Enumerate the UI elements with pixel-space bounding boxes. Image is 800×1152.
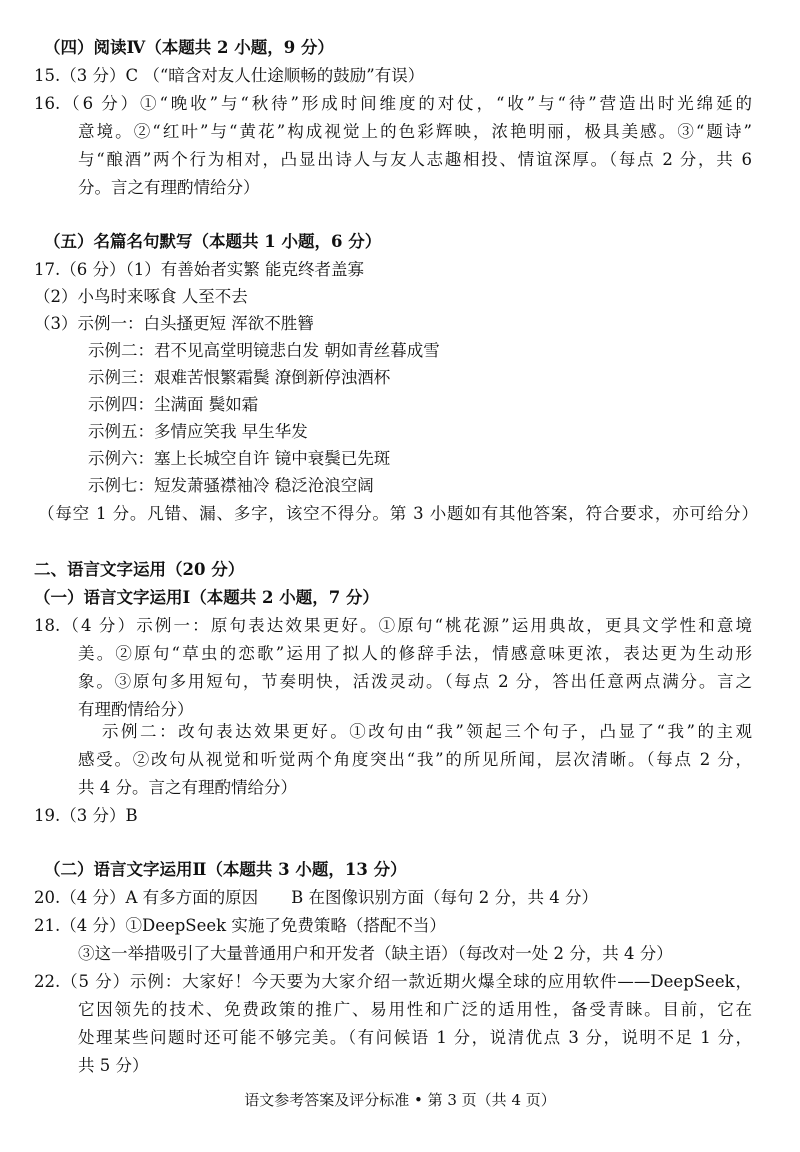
answer-22-line-2: 它因领先的技术、免费政策的推广、易用性和广泛的适用性，备受青睐。目前，它在 (78, 1000, 752, 1019)
section-4-heading: （四）阅读Ⅳ（本题共 2 小题，9 分） (44, 38, 334, 57)
answer-18-example-2-line-1: 示例二：改句表达效果更好。①改句由“我”领起三个句子，凸显了“我”的主观 (102, 722, 752, 741)
answer-17-part-3: （3）示例一：白头搔更短 浑欲不胜簪 (34, 314, 314, 333)
example-6: 示例六：塞上长城空自许 镜中衰鬓已先斑 (88, 449, 391, 468)
answer-21-line-2: ③这一举措吸引了大量普通用户和开发者（缺主语）（每改对一处 2 分，共 4 分） (78, 944, 673, 963)
answer-15: 15.（3 分）C （“暗含对友人仕途顺畅的鼓励”有误） (34, 66, 425, 85)
answer-20: 20.（4 分）A 有多方面的原因 B 在图像识别方面（每句 2 分，共 4 分） (34, 888, 598, 907)
scoring-note-17: （每空 1 分。凡错、漏、多字，该空不得分。第 3 小题如有其他答案，符合要求，亦可给分） (38, 504, 758, 523)
answer-16-line-3: 与“酿酒”两个行为相对，凸显出诗人与友人志趣相投、情谊深厚。（每点 2 分，共 6 (78, 150, 752, 169)
answer-18-line-4: 有理酌情给分） (78, 700, 194, 719)
answer-18-line-3: 象。③原句多用短句，节奏明快，活泼灵动。（每点 2 分，答出任意两点满分。言之 (78, 672, 752, 691)
answer-16-line-2: 意境。②“红叶”与“黄花”构成视觉上的色彩辉映，浓艳明丽，极具美感。③“题诗” (78, 122, 752, 141)
answer-18-line-1: 18.（4 分）示例一：原句表达效果更好。①原句“桃花源”运用典故，更具文学性和意境 (34, 616, 752, 635)
answer-18-example-2-line-2: 感受。②改句从视觉和听觉两个角度突出“我”的所见所闻，层次清晰。（每点 2 分， (78, 750, 752, 769)
answer-18-line-2: 美。②原句“草虫的恋歌”运用了拟人的修辞手法，情感意味更浓，表达更为生动形 (78, 644, 752, 663)
page-footer: 语文参考答案及评分标准 • 第 3 页（共 4 页） (244, 1091, 556, 1109)
example-3: 示例三：艰难苦恨繁霜鬓 潦倒新停浊酒杯 (88, 368, 391, 387)
part-2-heading: 二、语言文字运用（20 分） (34, 560, 245, 579)
answer-22-line-4: 共 5 分） (78, 1056, 149, 1075)
answer-17-part-2: （2）小鸟时来啄食 人至不去 (34, 287, 248, 306)
answer-22-line-1: 22.（5 分）示例：大家好！今天要为大家介绍一款近期火爆全球的应用软件——DeepSeek， (34, 972, 752, 991)
subsection-2-heading: （二）语言文字运用Ⅱ（本题共 3 小题，13 分） (44, 860, 407, 879)
answer-16-line-4: 分。言之有理酌情给分） (78, 178, 260, 197)
answer-16-line-1: 16.（6 分）①“晚收”与“秋待”形成时间维度的对仗，“收”与“待”营造出时光绵延的 (34, 94, 752, 113)
example-7: 示例七：短发萧骚襟袖冷 稳泛沧浪空阔 (88, 476, 374, 495)
example-4: 示例四：尘满面 鬓如霜 (88, 395, 259, 414)
answer-19: 19.（3 分）B (34, 806, 138, 825)
subsection-1-heading: （一）语言文字运用Ⅰ（本题共 2 小题，7 分） (34, 588, 379, 607)
answer-22-line-3: 处理某些问题时还可能不够完美。（有问候语 1 分，说清优点 3 分，说明不足 1 分， (78, 1028, 752, 1047)
section-5-heading: （五）名篇名句默写（本题共 1 小题，6 分） (44, 232, 382, 251)
answer-21-line-1: 21.（4 分）①DeepSeek 实施了免费策略（搭配不当） (34, 916, 446, 935)
example-2: 示例二：君不见高堂明镜悲白发 朝如青丝暮成雪 (88, 341, 440, 360)
answer-18-example-2-line-3: 共 4 分。言之有理酌情给分） (78, 778, 297, 797)
answer-17-part-1: 17.（6 分）（1）有善始者实繁 能克终者盖寡 (34, 260, 364, 279)
example-5: 示例五：多情应笑我 早生华发 (88, 422, 308, 441)
